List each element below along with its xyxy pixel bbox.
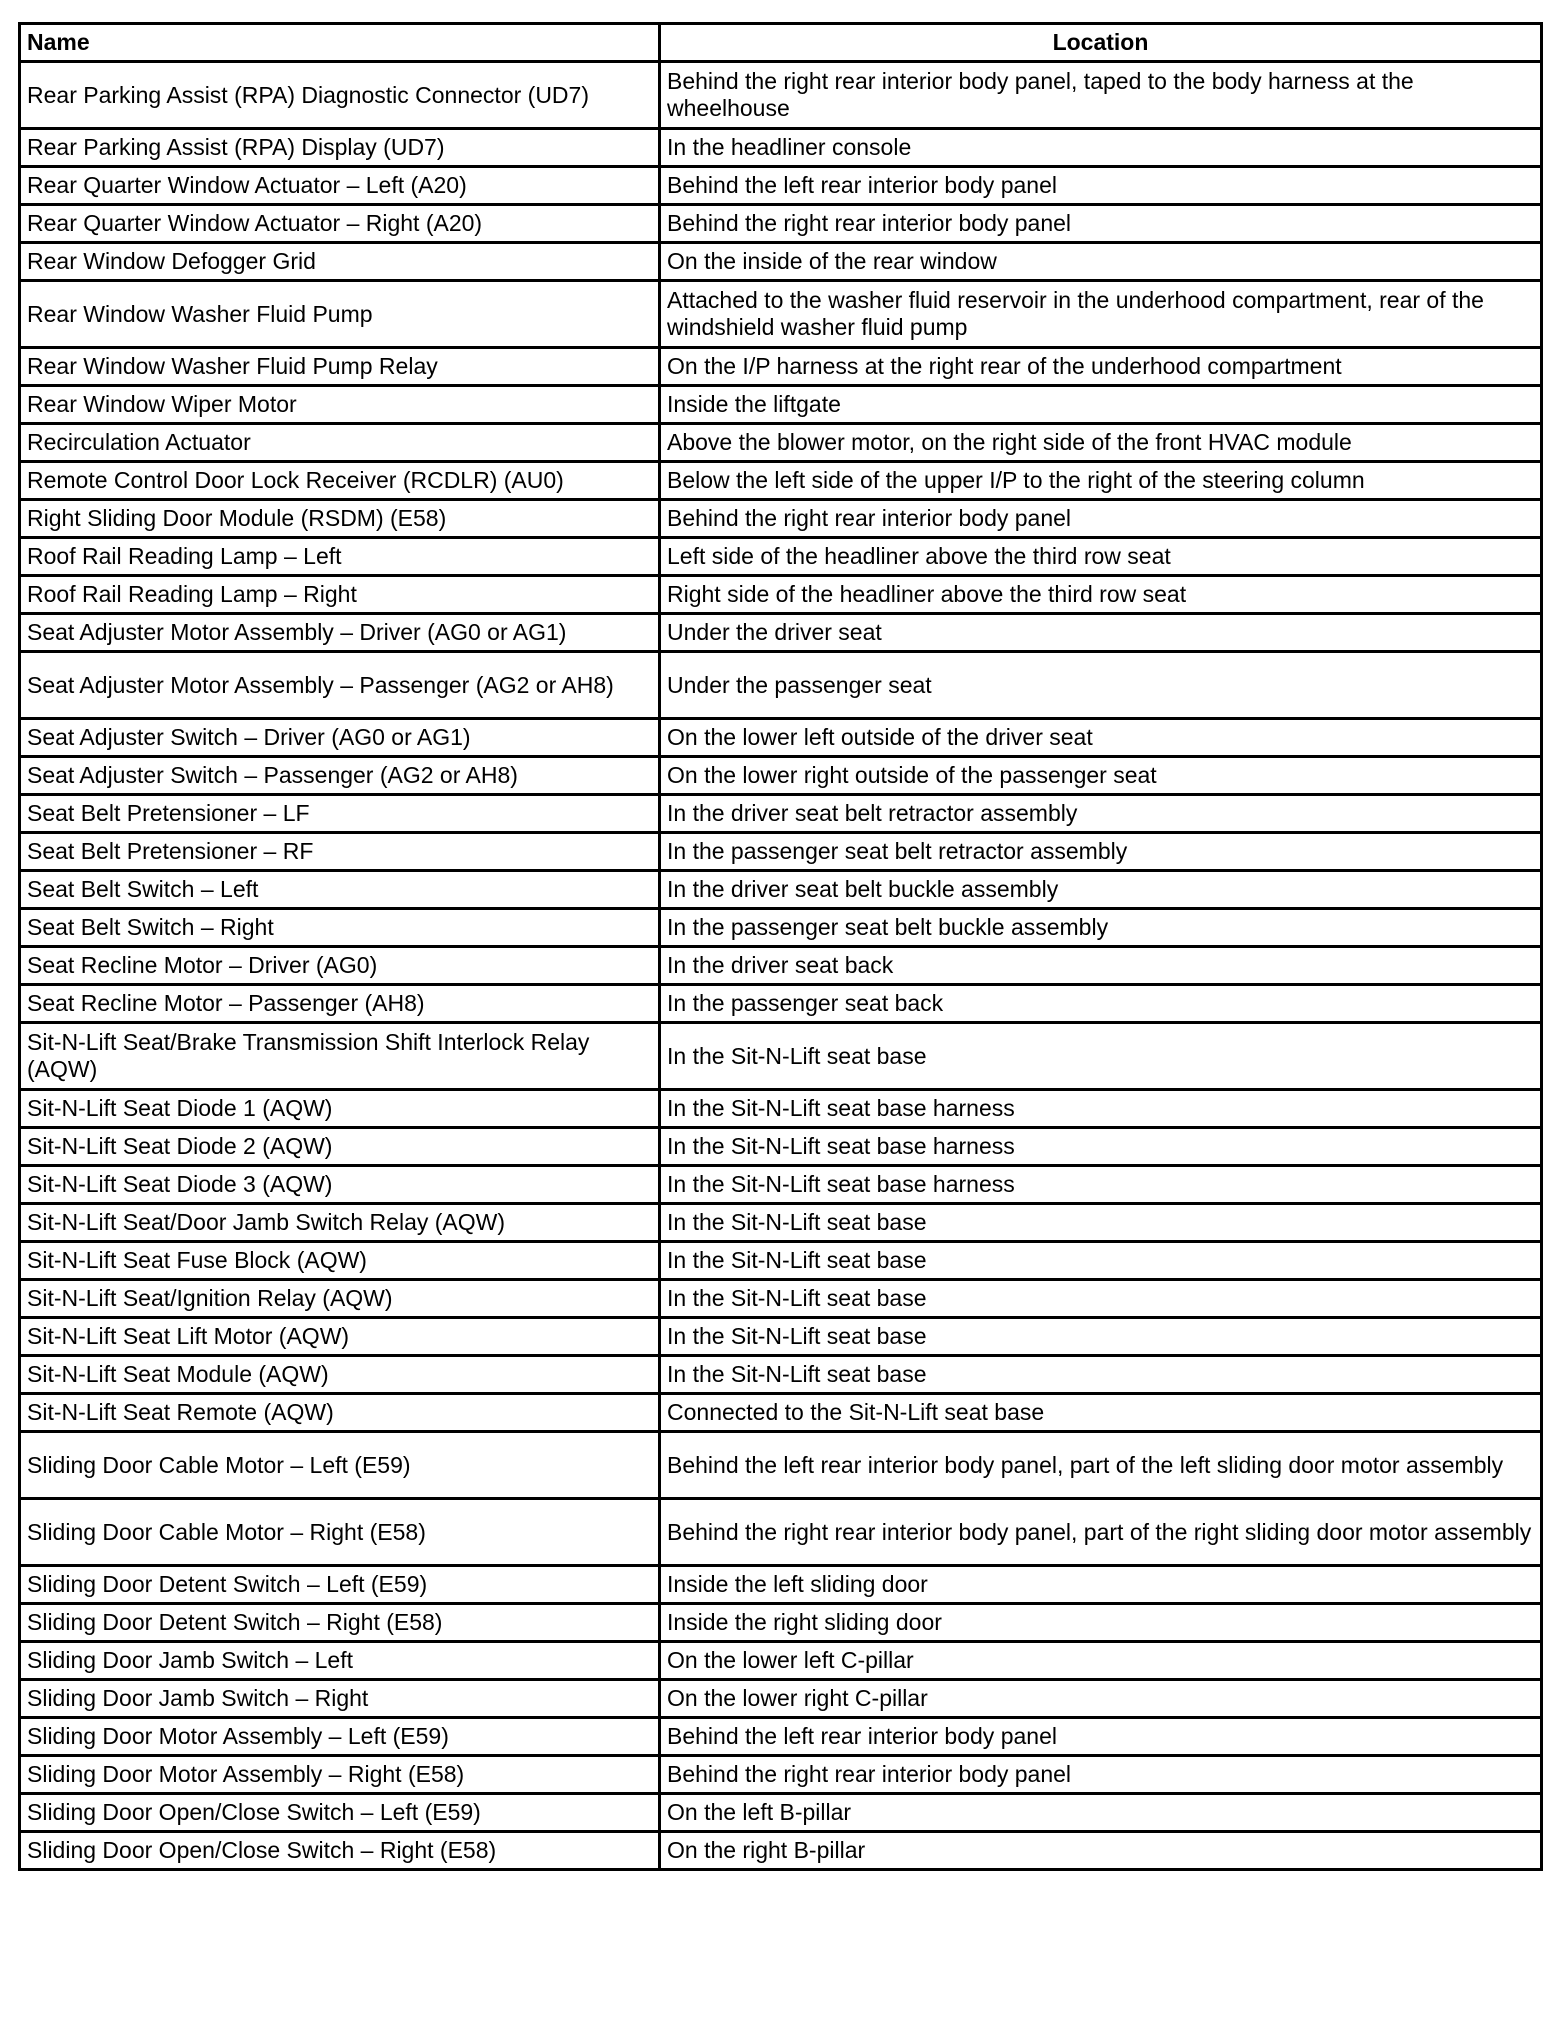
component-location-cell: Under the driver seat xyxy=(660,614,1542,652)
component-name-cell: Seat Belt Pretensioner – RF xyxy=(20,833,660,871)
table-row xyxy=(20,1394,1542,1432)
component-name-cell: Sliding Door Jamb Switch – Right xyxy=(20,1680,660,1718)
component-name-cell: Sit-N-Lift Seat Diode 2 (AQW) xyxy=(20,1128,660,1166)
component-name-cell: Roof Rail Reading Lamp – Right xyxy=(20,576,660,614)
component-name-cell: Seat Belt Switch – Left xyxy=(20,871,660,909)
table-header-row xyxy=(20,24,1542,62)
component-location-cell: Behind the left rear interior body panel, part of the left sliding door motor assembly xyxy=(660,1432,1542,1499)
table-row xyxy=(20,1604,1542,1642)
component-name-cell: Rear Quarter Window Actuator – Right (A20) xyxy=(20,205,660,243)
component-location-cell: On the left B-pillar xyxy=(660,1794,1542,1832)
table-row xyxy=(20,1318,1542,1356)
table-row xyxy=(20,205,1542,243)
table-row xyxy=(20,1166,1542,1204)
component-name-cell: Seat Adjuster Motor Assembly – Driver (AG0 or AG1) xyxy=(20,614,660,652)
table-row xyxy=(20,1832,1542,1870)
table-row xyxy=(20,1242,1542,1280)
table-row xyxy=(20,757,1542,795)
component-location-cell: Behind the right rear interior body panel, part of the right sliding door motor assembly xyxy=(660,1499,1542,1566)
table-row xyxy=(20,719,1542,757)
component-name-cell: Roof Rail Reading Lamp – Left xyxy=(20,538,660,576)
table-row xyxy=(20,243,1542,281)
component-name-cell: Right Sliding Door Module (RSDM) (E58) xyxy=(20,500,660,538)
component-location-cell: Behind the right rear interior body panel xyxy=(660,1756,1542,1794)
component-name-cell: Sliding Door Jamb Switch – Left xyxy=(20,1642,660,1680)
component-name-cell: Sliding Door Motor Assembly – Left (E59) xyxy=(20,1718,660,1756)
component-name-cell: Sliding Door Detent Switch – Right (E58) xyxy=(20,1604,660,1642)
column-header-name: Name xyxy=(20,24,660,62)
component-name-cell: Seat Recline Motor – Passenger (AH8) xyxy=(20,985,660,1023)
component-location-table xyxy=(18,22,1543,1871)
component-location-cell: In the Sit-N-Lift seat base harness xyxy=(660,1166,1542,1204)
column-header-location: Location xyxy=(660,24,1542,62)
component-name-cell: Rear Parking Assist (RPA) Display (UD7) xyxy=(20,129,660,167)
component-location-cell: In the Sit-N-Lift seat base xyxy=(660,1318,1542,1356)
table-row xyxy=(20,1756,1542,1794)
component-name-cell: Sliding Door Cable Motor – Right (E58) xyxy=(20,1499,660,1566)
table-row xyxy=(20,62,1542,129)
component-location-cell: On the lower right outside of the passenger seat xyxy=(660,757,1542,795)
component-location-cell: Behind the right rear interior body panel xyxy=(660,205,1542,243)
component-name-cell: Sit-N-Lift Seat Diode 1 (AQW) xyxy=(20,1090,660,1128)
table-body xyxy=(20,62,1542,1870)
component-location-cell: On the lower left C-pillar xyxy=(660,1642,1542,1680)
component-location-cell: Below the left side of the upper I/P to the right of the steering column xyxy=(660,462,1542,500)
component-name-cell: Sliding Door Detent Switch – Left (E59) xyxy=(20,1566,660,1604)
table-row xyxy=(20,1642,1542,1680)
component-name-cell: Rear Window Defogger Grid xyxy=(20,243,660,281)
component-location-cell: In the Sit-N-Lift seat base harness xyxy=(660,1128,1542,1166)
component-name-cell: Rear Parking Assist (RPA) Diagnostic Connector (UD7) xyxy=(20,62,660,129)
component-name-cell: Sit-N-Lift Seat Remote (AQW) xyxy=(20,1394,660,1432)
component-name-cell: Sit-N-Lift Seat Diode 3 (AQW) xyxy=(20,1166,660,1204)
component-location-cell: In the headliner console xyxy=(660,129,1542,167)
component-location-cell: Inside the left sliding door xyxy=(660,1566,1542,1604)
table-row xyxy=(20,538,1542,576)
component-name-cell: Rear Window Wiper Motor xyxy=(20,386,660,424)
table-row xyxy=(20,386,1542,424)
component-location-cell: On the lower right C-pillar xyxy=(660,1680,1542,1718)
table-row xyxy=(20,1432,1542,1499)
table-row xyxy=(20,871,1542,909)
table-row xyxy=(20,500,1542,538)
component-name-cell: Sit-N-Lift Seat/Ignition Relay (AQW) xyxy=(20,1280,660,1318)
component-name-cell: Rear Quarter Window Actuator – Left (A20) xyxy=(20,167,660,205)
component-location-table-wrapper xyxy=(18,22,1540,1871)
component-location-cell: Behind the left rear interior body panel xyxy=(660,167,1542,205)
component-name-cell: Seat Adjuster Switch – Passenger (AG2 or AH8) xyxy=(20,757,660,795)
component-location-cell: In the driver seat belt retractor assembly xyxy=(660,795,1542,833)
component-name-cell: Seat Recline Motor – Driver (AG0) xyxy=(20,947,660,985)
component-location-cell: Attached to the washer fluid reservoir in the underhood compartment, rear of the windshield washer fluid pump xyxy=(660,281,1542,348)
component-name-cell: Sliding Door Cable Motor – Left (E59) xyxy=(20,1432,660,1499)
component-name-cell: Seat Adjuster Switch – Driver (AG0 or AG1) xyxy=(20,719,660,757)
table-row xyxy=(20,833,1542,871)
component-location-cell: Behind the right rear interior body panel, taped to the body harness at the wheelhouse xyxy=(660,62,1542,129)
component-location-cell: In the passenger seat belt retractor assembly xyxy=(660,833,1542,871)
component-name-cell: Sit-N-Lift Seat/Door Jamb Switch Relay (AQW) xyxy=(20,1204,660,1242)
component-location-cell: In the Sit-N-Lift seat base xyxy=(660,1023,1542,1090)
component-location-cell: In the passenger seat back xyxy=(660,985,1542,1023)
table-row xyxy=(20,462,1542,500)
component-location-cell: Behind the left rear interior body panel xyxy=(660,1718,1542,1756)
component-location-cell: Under the passenger seat xyxy=(660,652,1542,719)
component-location-cell: In the driver seat back xyxy=(660,947,1542,985)
table-row xyxy=(20,1794,1542,1832)
component-name-cell: Sit-N-Lift Seat Fuse Block (AQW) xyxy=(20,1242,660,1280)
table-row xyxy=(20,348,1542,386)
table-row xyxy=(20,985,1542,1023)
table-row xyxy=(20,1023,1542,1090)
table-row xyxy=(20,424,1542,462)
component-location-cell: Inside the liftgate xyxy=(660,386,1542,424)
component-name-cell: Sit-N-Lift Seat Lift Motor (AQW) xyxy=(20,1318,660,1356)
component-name-cell: Remote Control Door Lock Receiver (RCDLR) (AU0) xyxy=(20,462,660,500)
table-row xyxy=(20,281,1542,348)
table-row xyxy=(20,576,1542,614)
table-row xyxy=(20,1128,1542,1166)
component-location-cell: Right side of the headliner above the third row seat xyxy=(660,576,1542,614)
table-row xyxy=(20,795,1542,833)
table-row xyxy=(20,1499,1542,1566)
component-name-cell: Sliding Door Open/Close Switch – Left (E59) xyxy=(20,1794,660,1832)
component-name-cell: Sit-N-Lift Seat Module (AQW) xyxy=(20,1356,660,1394)
table-row xyxy=(20,1718,1542,1756)
table-row xyxy=(20,1680,1542,1718)
table-row xyxy=(20,1090,1542,1128)
table-row xyxy=(20,1356,1542,1394)
table-row xyxy=(20,614,1542,652)
component-location-cell: On the lower left outside of the driver seat xyxy=(660,719,1542,757)
table-row xyxy=(20,1204,1542,1242)
component-name-cell: Sit-N-Lift Seat/Brake Transmission Shift Interlock Relay (AQW) xyxy=(20,1023,660,1090)
component-location-cell: On the inside of the rear window xyxy=(660,243,1542,281)
component-location-cell: In the Sit-N-Lift seat base xyxy=(660,1242,1542,1280)
table-row xyxy=(20,909,1542,947)
component-name-cell: Seat Belt Pretensioner – LF xyxy=(20,795,660,833)
component-name-cell: Sliding Door Open/Close Switch – Right (E58) xyxy=(20,1832,660,1870)
component-location-cell: Connected to the Sit-N-Lift seat base xyxy=(660,1394,1542,1432)
table-row xyxy=(20,947,1542,985)
table-row xyxy=(20,1566,1542,1604)
component-name-cell: Rear Window Washer Fluid Pump xyxy=(20,281,660,348)
component-location-cell: On the I/P harness at the right rear of the underhood compartment xyxy=(660,348,1542,386)
component-location-cell: In the driver seat belt buckle assembly xyxy=(660,871,1542,909)
component-name-cell: Recirculation Actuator xyxy=(20,424,660,462)
table-row xyxy=(20,1280,1542,1318)
component-location-cell: In the passenger seat belt buckle assembly xyxy=(660,909,1542,947)
component-name-cell: Rear Window Washer Fluid Pump Relay xyxy=(20,348,660,386)
component-location-cell: Inside the right sliding door xyxy=(660,1604,1542,1642)
component-location-cell: In the Sit-N-Lift seat base xyxy=(660,1280,1542,1318)
component-location-cell: In the Sit-N-Lift seat base xyxy=(660,1204,1542,1242)
component-location-cell: In the Sit-N-Lift seat base xyxy=(660,1356,1542,1394)
component-name-cell: Seat Adjuster Motor Assembly – Passenger (AG2 or AH8) xyxy=(20,652,660,719)
component-location-cell: In the Sit-N-Lift seat base harness xyxy=(660,1090,1542,1128)
component-location-cell: Behind the right rear interior body panel xyxy=(660,500,1542,538)
component-location-cell: Above the blower motor, on the right side of the front HVAC module xyxy=(660,424,1542,462)
table-row xyxy=(20,129,1542,167)
table-row xyxy=(20,167,1542,205)
component-location-cell: Left side of the headliner above the third row seat xyxy=(660,538,1542,576)
table-row xyxy=(20,652,1542,719)
component-name-cell: Sliding Door Motor Assembly – Right (E58) xyxy=(20,1756,660,1794)
component-name-cell: Seat Belt Switch – Right xyxy=(20,909,660,947)
component-location-cell: On the right B-pillar xyxy=(660,1832,1542,1870)
